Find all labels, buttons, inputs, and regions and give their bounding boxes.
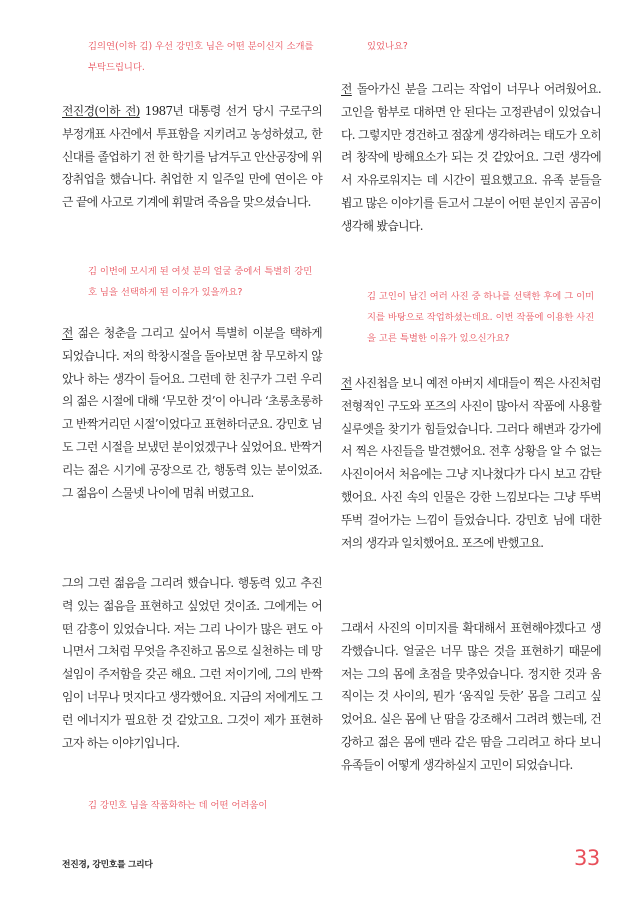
footer-title: 전진경, 강민호를 그리다 xyxy=(62,860,153,870)
question-1: 김의연(이하 김) 우선 강민호 님은 어떤 분이신지 소개를 부탁드립니다. xyxy=(88,41,314,73)
answer-1 xyxy=(62,100,322,214)
question-2: 김 이번에 모시게 된 여섯 분의 얼굴 중에서 특별히 강민호 님을 선택하게 된 이유가 있을까요? xyxy=(88,266,313,298)
answer-text: 사진첩을 보니 예전 아버지 세대들이 찍은 사진처럼 전형적인 구도와 포즈의 사진이 많아서 작품에 사용할 실루엣을 찾기가 힘들었습니다. 그러다 해변과 강가에서 찍은 사진들을 발견했어요. 전후 상황을 알 수 없는 사진이어서 처음에는 그냥 지나쳤다가 다시 보고 감탄했어요. 사진 속의 인물은 강한 느낌보다는 그냥 뚜벅뚜벅 걸어가는 느낌이 들었습니다. 강민호 님에 대한 저의 생각과 일치했어요. 포즈에 반했고요. xyxy=(341,376,601,550)
answer-4 xyxy=(341,372,601,554)
speaker-label: 전 xyxy=(341,376,352,390)
answer-text: 1987년 대통령 선거 당시 구로구의 부정개표 사건에서 투표함을 지키려고 농성하셨고, 한신대를 졸업하기 전 한 학기를 남겨두고 안산공장에 위장취업을 했습니다. 취업한 지 일주일 만에 연이은 야근 끝에 사고로 기계에 휘말려 죽음을 맞으셨습니다. xyxy=(62,104,322,210)
page-number: 33 xyxy=(574,846,600,870)
question-3: 김 강민호 님을 작품화하는 데 어떤 어려움이 xyxy=(88,800,268,811)
question-4: 김 고인이 남긴 여러 사진 중 하나를 선택한 후에 그 이미지를 바탕으로 작업하셨는데요. 이번 작품에 이용한 사진을 고른 특별한 이유가 있으신가요? xyxy=(367,291,595,344)
speaker-label: 전 xyxy=(341,82,352,96)
answer-text: 돌아가신 분을 그리는 작업이 너무나 어려웠어요. 고인을 함부로 대하면 안 된다는 고정관념이 있었습니다. 그렇지만 경건하고 점잖게 생각하려는 태도가 오히려 창작에 방해요소가 되는 것 같았어요. 그런 생각에서 자유로워지는 데 시간이 필요했고요. 유족 분들을 뵙고 많은 이야기를 듣고서 그분이 어떤 분인지 곰곰이 생각해 봤습니다. xyxy=(341,82,601,233)
answer-text: 젊은 청춘을 그리고 싶어서 특별히 이분을 택하게 되었습니다. 저의 학창시절을 돌아보면 참 무모하지 않았나 하는 생각이 들어요. 그런데 한 친구가 그런 우리의 젊은 시절에 대해 ‘무모한 것’이 아니라 ‘초롱초롱하고 반짝거리던 시절’이었다고 표현하더군요. 강민호 님도 그런 시절을 보냈던 분이었겠구나 싶었어요. 반짝거리는 젊은 시기에 공장으로 간, 행동력 있는 분이었죠. 그 젊음이 스물넷 나이에 멈춰 버렸고요. xyxy=(62,326,322,500)
speaker-label: 전 xyxy=(62,326,73,340)
answer-2 xyxy=(62,322,322,504)
answer-4-continued: 그래서 사진의 이미지를 확대해서 표현해야겠다고 생각했습니다. 얼굴은 너무 많은 것을 표현하기 때문에 저는 그의 몸에 초점을 맞추었습니다. 정지한 것과 움직이는 것 사이의, 뭔가 ‘움직일 듯한’ 몸을 그리고 싶었어요. 실은 몸에 난 땀을 강조해서 그려려 했는데, 건강하고 젊은 몸에 맨라 같은 땀을 그리려고 하다 보니 유족들이 어떻게 생각하실지 고민이 되었습니다. xyxy=(341,621,601,772)
answer-2-continued: 그의 그런 젊음을 그리려 했습니다. 행동력 있고 추진력 있는 젊음을 표현하고 싶었던 것이죠. 그에게는 어떤 감흥이 있었습니다. 저는 그리 나이가 많은 편도 아니면서 그처럼 무엇을 추진하고 몸으로 실천하는 데 망설임이 주저함을 갖곤 해요. 그런 저이기에, 그의 반짝임이 너무나 멋지다고 생각했어요. 지금의 저에게도 그런 에너지가 필요한 것 같았고요. 그것이 제가 표현하고자 하는 이야기입니다. xyxy=(62,576,322,750)
speaker-label: 전진경(이하 전) xyxy=(62,104,140,118)
question-3-continued: 있었나요? xyxy=(367,41,408,52)
answer-3 xyxy=(341,78,601,238)
